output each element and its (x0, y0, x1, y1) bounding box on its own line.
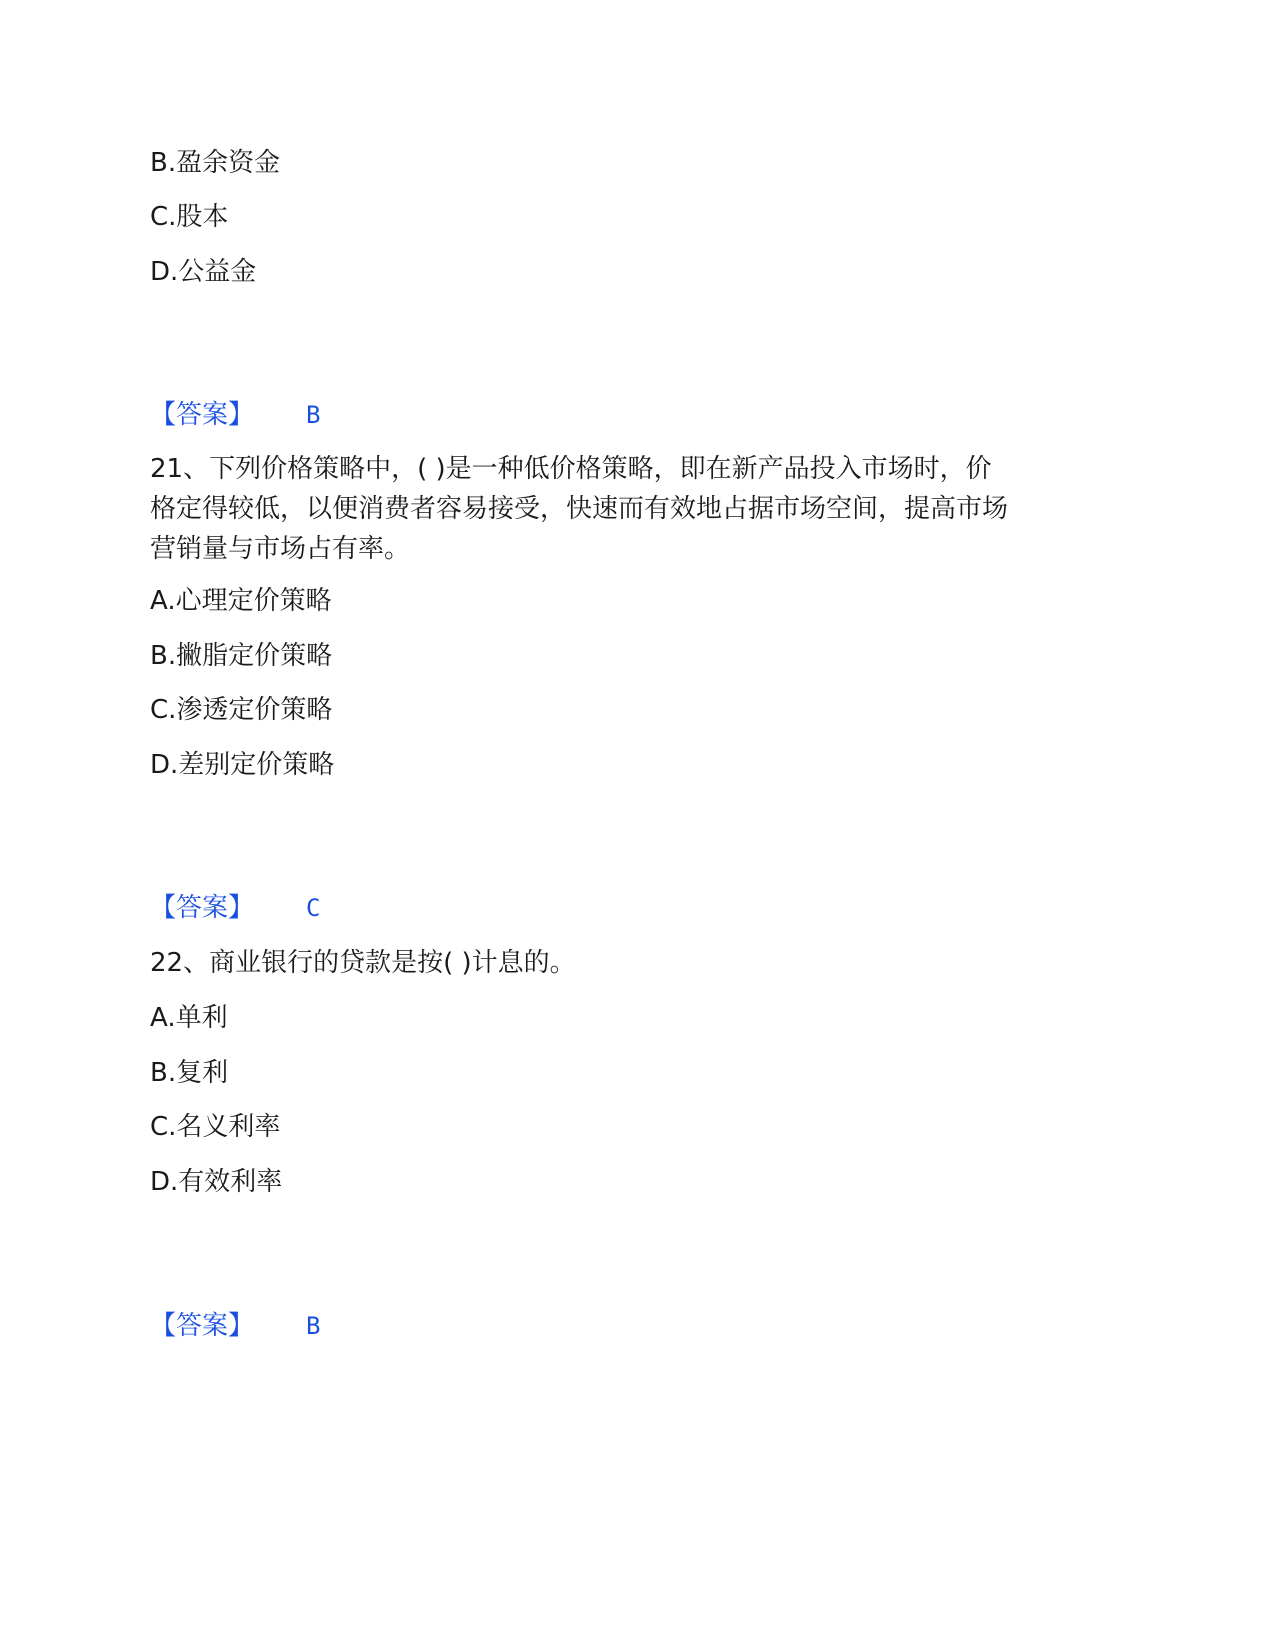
question-22-option-c: C.名义利率 (150, 1112, 281, 1142)
question-22-answer-value: B (306, 1312, 321, 1340)
option-c: C.股本 (150, 202, 229, 232)
question-21-answer-label: 【答案】 (150, 893, 255, 923)
question-21-option-b: B.撇脂定价策略 (150, 641, 333, 671)
answer-value: B (306, 401, 321, 429)
question-21-answer-value: C (306, 894, 321, 922)
answer-label: 【答案】 (150, 400, 255, 430)
question-22-option-d: D.有效利率 (150, 1167, 283, 1197)
question-22-stem: 22、商业银行的贷款是按( )计息的。 (150, 948, 576, 978)
question-21-stem-line: 21、下列价格策略中，( )是一种低价格策略，即在新产品投入市场时，价 (150, 454, 992, 484)
question-21-stem-line: 格定得较低，以便消费者容易接受，快速而有效地占据市场空间，提高市场 (150, 494, 1009, 524)
option-d: D.公益金 (150, 257, 257, 287)
question-21-option-c: C.渗透定价策略 (150, 695, 333, 725)
question-21-option-a: A.心理定价策略 (150, 586, 332, 616)
question-21-option-d: D.差别定价策略 (150, 750, 335, 780)
question-22-option-a: A.单利 (150, 1003, 228, 1033)
question-22-option-b: B.复利 (150, 1058, 229, 1088)
option-b: B.盈余资金 (150, 148, 281, 178)
question-21-stem-line: 营销量与市场占有率。 (150, 534, 411, 564)
question-21-stem (150, 449, 1110, 569)
question-22-answer-label: 【答案】 (150, 1311, 255, 1341)
